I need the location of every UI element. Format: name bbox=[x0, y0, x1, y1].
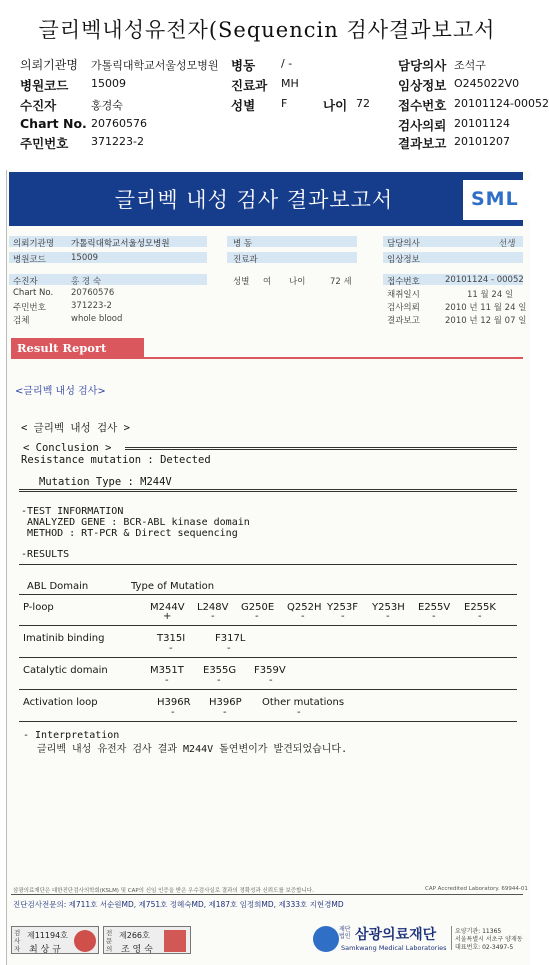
mutation-code: H396R bbox=[157, 697, 191, 708]
scan-chart-label: Chart No. bbox=[13, 288, 54, 298]
scan-age-value: 72 세 bbox=[330, 277, 352, 287]
scan-age-label: 나이 bbox=[289, 277, 306, 287]
section-heading: <글리벡 내성 검사> bbox=[15, 386, 106, 397]
mutation-code: M244V bbox=[150, 602, 185, 613]
org-name: 삼광의료재단 bbox=[355, 927, 437, 943]
scan-request-value: 2010 년 11 월 24 일 bbox=[445, 303, 527, 313]
divider bbox=[19, 689, 517, 690]
domain-name: Activation loop bbox=[23, 697, 98, 708]
scan-receipt-label: 접수번호 bbox=[387, 277, 420, 287]
age-value: 72 bbox=[356, 97, 370, 110]
result-mark: - bbox=[255, 611, 259, 622]
mutation-code: F317L bbox=[215, 633, 246, 644]
org-english: Samkwang Medical Laboratories bbox=[341, 944, 447, 952]
test-info-label: -TEST INFORMATION bbox=[21, 506, 124, 517]
ward-value: / - bbox=[281, 57, 293, 70]
scan-doctor-value: 선생 bbox=[499, 239, 516, 249]
scan-specimen-value: whole blood bbox=[71, 314, 123, 324]
col-type-header: Type of Mutation bbox=[131, 581, 215, 592]
hospital-code-label: 병원코드 bbox=[20, 78, 69, 93]
hospital-code-value: 15009 bbox=[91, 77, 126, 90]
specialist-seal bbox=[164, 930, 186, 952]
rrn-label: 주민번호 bbox=[20, 136, 69, 151]
technician-role: 검사자 bbox=[14, 929, 21, 953]
divider bbox=[19, 625, 517, 626]
org-prefix: 재단법인 bbox=[339, 926, 351, 940]
scan-receipt-value: 20101124 - 00052 bbox=[445, 275, 524, 285]
results-label: -RESULTS bbox=[21, 549, 70, 560]
divider bbox=[19, 564, 517, 565]
conclusion-label: < Conclusion > bbox=[23, 442, 112, 454]
result-mark: + bbox=[163, 611, 172, 622]
scan-sex-label: 성별 bbox=[233, 277, 250, 287]
scan-dept-label: 진료과 bbox=[233, 255, 258, 265]
scan-clinical-label: 임상정보 bbox=[387, 255, 420, 265]
resistance-line: Resistance mutation : Detected bbox=[21, 454, 211, 466]
accreditation-note: 삼광의료재단은 대한진단검사의학회(KSLM) 및 CAP의 신임 인증을 받은 우수검사실로 결과의 정확성과 신뢰도를 보증합니다. bbox=[13, 888, 314, 894]
scan-requester-value: 가톨릭대학교서울성모병원 bbox=[71, 239, 170, 249]
divider bbox=[19, 721, 517, 722]
box-title: < 글리벡 내성 검사 > bbox=[21, 422, 130, 434]
sex-label: 성별 bbox=[231, 98, 256, 113]
scan-patient-label: 수진자 bbox=[13, 277, 38, 287]
interpretation-label: - Interpretation bbox=[23, 730, 120, 741]
scan-hospital-code-label: 병원코드 bbox=[13, 255, 46, 265]
mutation-code: Y253H bbox=[372, 602, 405, 613]
divider bbox=[19, 594, 517, 595]
scanned-report bbox=[6, 170, 530, 965]
scan-patient-value: 홍 경 숙 bbox=[71, 277, 102, 287]
report-date-value: 20101207 bbox=[454, 135, 510, 148]
scan-rrn-label: 주민번호 bbox=[13, 303, 46, 313]
result-mark: - bbox=[227, 643, 231, 654]
col-domain-header: ABL Domain bbox=[27, 581, 89, 592]
clinical-value: O245022V0 bbox=[454, 77, 520, 90]
scan-title: 글리벡 내성 검사 결과보고서 bbox=[114, 188, 394, 212]
doctor-label: 담당의사 bbox=[398, 58, 447, 73]
scan-report-value: 2010 년 12 월 07 일 bbox=[445, 316, 527, 326]
mutation-code: T315I bbox=[157, 633, 186, 644]
technician-no: 제11194호 bbox=[27, 931, 68, 940]
scan-ward-label: 병 동 bbox=[233, 239, 253, 249]
report-date-label: 결과보고 bbox=[398, 136, 447, 151]
scan-chart-value: 20760576 bbox=[71, 288, 115, 298]
org-address: 서울특별시 서초구 양재동 bbox=[455, 936, 523, 943]
patient-value: 홍경숙 bbox=[91, 99, 123, 112]
info-band bbox=[9, 274, 207, 285]
scan-sex-value: 여 bbox=[263, 277, 272, 287]
divider bbox=[19, 657, 517, 658]
result-report-tab bbox=[11, 338, 144, 358]
mutation-code: L248V bbox=[197, 602, 229, 613]
result-mark: - bbox=[223, 707, 227, 718]
gene-line: ANALYZED GENE : BCR-ABL kinase domain bbox=[27, 517, 250, 528]
mutation-code: E255K bbox=[464, 602, 496, 613]
technician-stamp bbox=[11, 926, 99, 954]
scan-requester-label: 의뢰기관명 bbox=[13, 239, 55, 249]
sml-logo-text: SML bbox=[471, 188, 519, 210]
chart-label: Chart No. bbox=[20, 116, 87, 131]
method-line: METHOD : RT-PCR & Direct sequencing bbox=[27, 528, 238, 539]
org-divider bbox=[451, 926, 452, 950]
chart-value: 20760576 bbox=[91, 117, 147, 130]
dept-value: MH bbox=[281, 77, 299, 90]
specialists-line: 진단검사전문의: 제711호 서순원MD, 제751호 정혜숙MD, 제187호 임정희MD, 제333호 지현경MD bbox=[13, 900, 344, 909]
mutation-type-line: Mutation Type : M244V bbox=[39, 476, 172, 488]
request-date-label: 검사의뢰 bbox=[398, 118, 447, 133]
specialist-role: 전문의 bbox=[106, 929, 113, 953]
doctor-value: 조석구 bbox=[454, 59, 486, 72]
mutation-code: E255V bbox=[418, 602, 451, 613]
scan-collect-label: 채취일시 bbox=[387, 290, 420, 300]
result-mark: - bbox=[386, 611, 390, 622]
mutation-code: Y253F bbox=[327, 602, 358, 613]
technician-seal bbox=[74, 930, 96, 952]
patient-label: 수진자 bbox=[20, 98, 57, 113]
result-mark: - bbox=[165, 675, 169, 686]
result-mark: - bbox=[171, 707, 175, 718]
scan-specimen-label: 검체 bbox=[13, 316, 30, 326]
divider-double bbox=[19, 489, 517, 492]
result-mark: - bbox=[341, 611, 345, 622]
result-report-rule bbox=[11, 357, 523, 359]
scan-title-bar bbox=[9, 172, 523, 226]
footer-rule bbox=[11, 894, 523, 895]
result-mark: - bbox=[478, 611, 482, 622]
divider-double bbox=[125, 447, 517, 450]
scan-request-label: 검사의뢰 bbox=[387, 303, 420, 313]
dept-label: 진료과 bbox=[231, 78, 268, 93]
technician-name: 최 상 규 bbox=[29, 945, 61, 955]
scan-doctor-label: 담당의사 bbox=[387, 239, 420, 249]
result-mark: - bbox=[297, 707, 301, 718]
receipt-label: 접수번호 bbox=[398, 98, 447, 113]
result-report-label: Result Report bbox=[17, 341, 107, 355]
report-title: 글리벡내성유전자(Sequencin 검사결과보고서 bbox=[38, 18, 496, 42]
mutation-code: G250E bbox=[241, 602, 275, 613]
specialist-no: 제266호 bbox=[119, 931, 150, 940]
specialist-name: 조 영 숙 bbox=[121, 945, 153, 955]
interpretation-text: 글리벡 내성 유전자 검사 결과 M244V 돌연변이가 발견되었습니다. bbox=[37, 744, 348, 755]
scan-collect-value: 11 월 24 일 bbox=[467, 290, 514, 300]
org-code: 요양기관: 11365 bbox=[455, 928, 502, 935]
org-tel: 대표번호: 02-3497-5 bbox=[455, 944, 514, 951]
mutation-code: F359V bbox=[254, 665, 286, 676]
result-mark: - bbox=[301, 611, 305, 622]
domain-name: Imatinib binding bbox=[23, 633, 105, 644]
result-mark: - bbox=[217, 675, 221, 686]
sml-logo bbox=[463, 180, 533, 220]
org-logo-icon bbox=[313, 926, 339, 952]
clinical-label: 임상정보 bbox=[398, 78, 447, 93]
sex-value: F bbox=[281, 97, 288, 110]
result-mark: - bbox=[432, 611, 436, 622]
requester-value: 가톨릭대학교서울성모병원 bbox=[91, 59, 219, 72]
mutation-code: Q252H bbox=[287, 602, 322, 613]
mutation-code: M351T bbox=[150, 665, 184, 676]
mutation-code: H396P bbox=[209, 697, 242, 708]
result-mark: - bbox=[211, 611, 215, 622]
specialist-stamp bbox=[103, 926, 191, 954]
request-date-value: 20101124 bbox=[454, 117, 510, 130]
result-mark: - bbox=[169, 643, 173, 654]
scan-rrn-value: 371223-2 bbox=[71, 301, 112, 311]
mutation-code: Other mutations bbox=[262, 697, 345, 708]
mutation-code: E355G bbox=[203, 665, 237, 676]
domain-name: P-loop bbox=[23, 602, 54, 613]
scan-hospital-code-value: 15009 bbox=[71, 253, 99, 263]
ward-label: 병동 bbox=[231, 58, 256, 73]
requester-label: 의뢰기관명 bbox=[20, 58, 78, 72]
scan-report-label: 결과보고 bbox=[387, 316, 420, 326]
rrn-value: 371223-2 bbox=[91, 135, 144, 148]
result-mark: - bbox=[269, 675, 273, 686]
domain-name: Catalytic domain bbox=[23, 665, 108, 676]
receipt-value: 20101124-00052 bbox=[454, 97, 549, 110]
cap-note: CAP Accredited Laboratory. 69944-01 bbox=[425, 886, 528, 892]
age-label: 나이 bbox=[323, 98, 348, 113]
